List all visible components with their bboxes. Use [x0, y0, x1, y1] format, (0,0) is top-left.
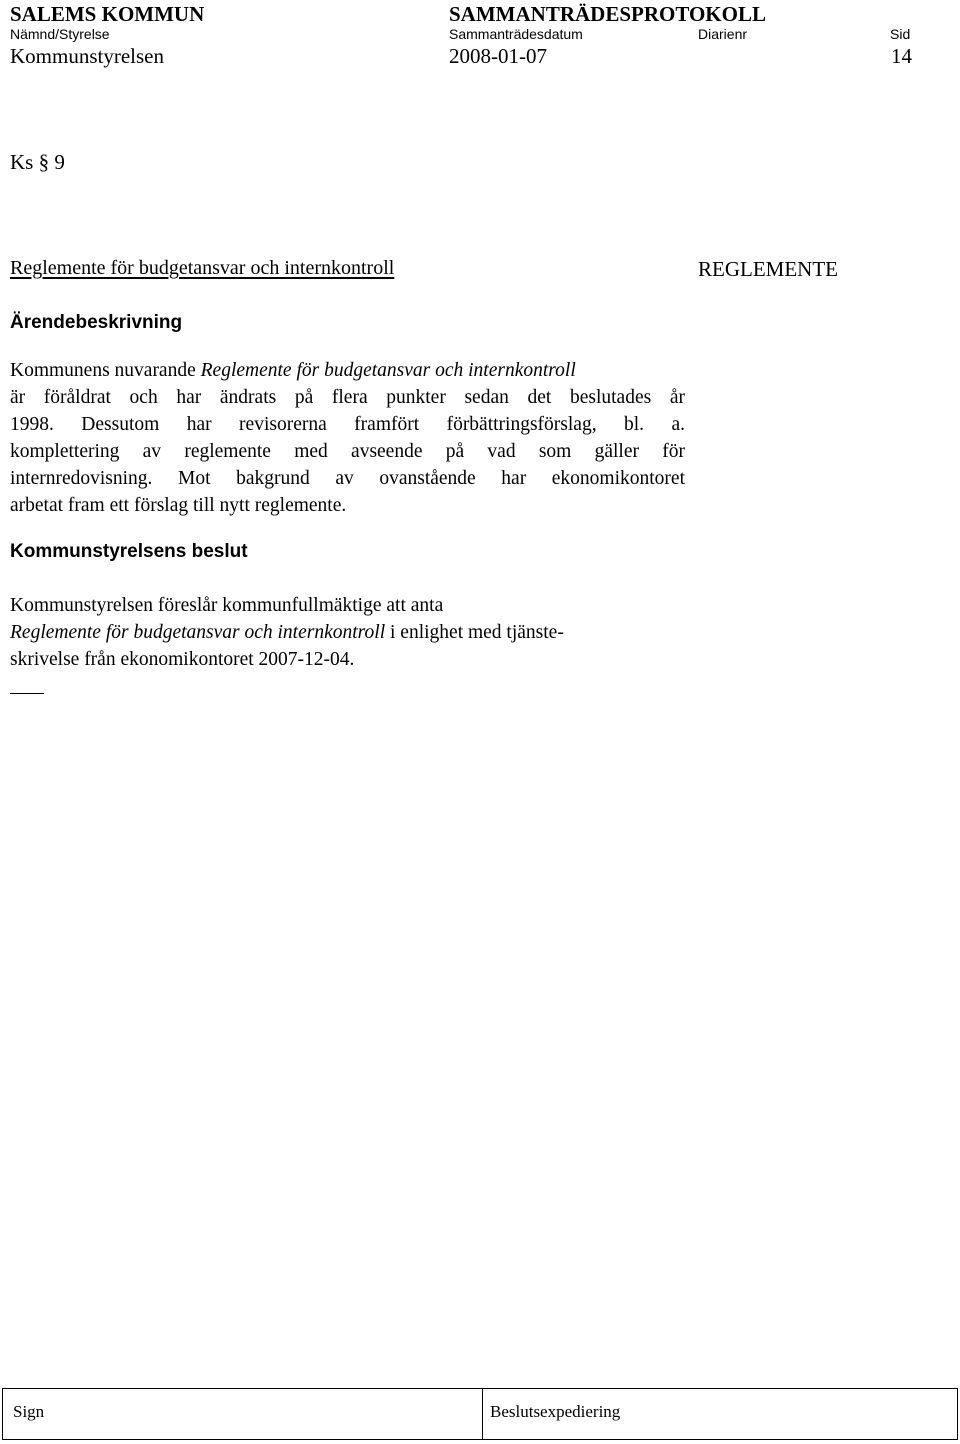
page-label: Sid — [890, 26, 911, 42]
description-line: 1998. Dessutom har revisorerna framfört förbättringsförslag, bl. a. — [10, 414, 685, 435]
description-line: är föråldrat och har ändrats på flera punkter sedan det beslutades år — [10, 387, 685, 408]
section-category: REGLEMENTE — [698, 257, 838, 281]
description-line: Kommunens nuvarande Reglemente för budgetansvar och internkontroll — [10, 360, 576, 381]
sign-label: Sign — [13, 1402, 45, 1421]
meeting-date-label: Sammanträdesdatum — [449, 26, 583, 42]
document-type: SAMMANTRÄDESPROTOKOLL — [449, 2, 766, 26]
decision-body — [10, 592, 564, 673]
page-number: 14 — [891, 44, 912, 68]
decision-line: Kommunstyrelsen föreslår kommunfullmäktige att anta — [10, 595, 444, 616]
description-line: komplettering av reglemente med avseende på vad som gäller för — [10, 441, 685, 462]
meeting-date-value: 2008-01-07 — [449, 44, 547, 68]
decision-line: Reglemente för budgetansvar och internkontroll i enlighet med tjänste- — [10, 622, 564, 643]
dispatch-label: Beslutsexpediering — [490, 1402, 621, 1421]
section-number: Ks § 9 — [10, 150, 65, 174]
decision-heading: Kommunstyrelsens beslut — [10, 541, 248, 562]
board-label: Nämnd/Styrelse — [10, 26, 110, 42]
description-line: internredovisning. Mot bakgrund av ovanstående har ekonomikontoret — [10, 468, 685, 489]
reg-no-label: Diarienr — [698, 26, 748, 42]
board-value: Kommunstyrelsen — [10, 44, 164, 68]
description-line: arbetat fram ett förslag till nytt reglemente. — [10, 495, 347, 516]
description-body — [10, 357, 685, 519]
end-rule — [10, 693, 44, 694]
section-title: Reglemente för budgetansvar och internkontroll — [10, 257, 395, 279]
signature-footer — [2, 1388, 958, 1440]
organization-name: SALEMS KOMMUN — [10, 2, 205, 26]
decision-line: skrivelse från ekonomikontoret 2007-12-04. — [10, 649, 355, 670]
description-heading: Ärendebeskrivning — [10, 312, 183, 333]
footer-divider — [482, 1389, 483, 1439]
